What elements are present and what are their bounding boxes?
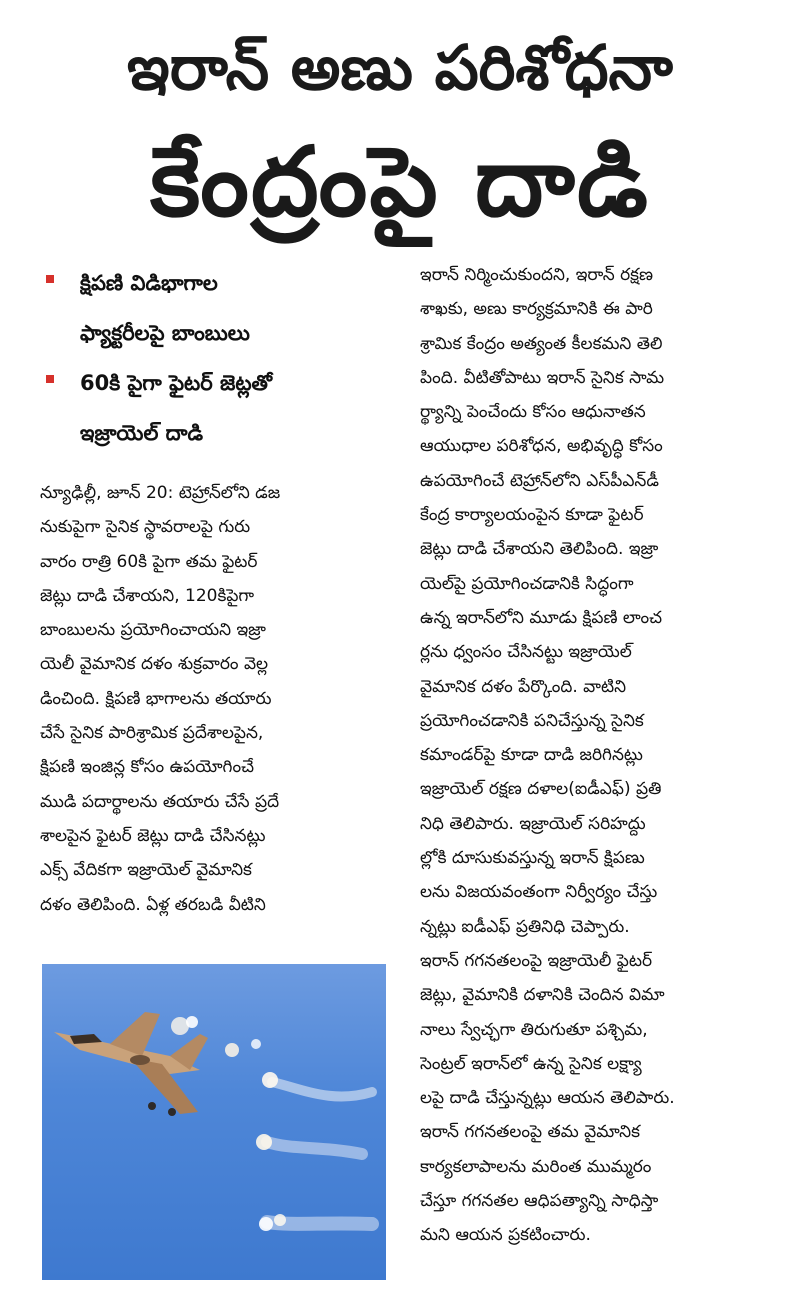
body-line: జెట్లు దాడి చేశాయని తెలిపింది. ఇజ్రా (420, 539, 659, 560)
headline-line-1: ఇరాన్ అణు పరిశోధనా (127, 31, 673, 104)
body-line: నిధి తెలిపారు. ఇజ్రాయెల్ సరిహద్దు (420, 813, 646, 834)
body-line: సెంట్రల్ ఇరాన్‌లో ఉన్న సైనిక లక్ష్యా (420, 1053, 642, 1074)
highlight-bullets (40, 258, 400, 458)
body-line: లపై దాడి చేస్తున్నట్లు ఆయన తెలిపారు. (420, 1088, 675, 1109)
body-line: చేస్తూ గగనతల ఆధిపత్యాన్ని సాధిస్తా (420, 1191, 659, 1212)
right-body-text (420, 258, 778, 1253)
body-line: నుకుపైగా సైనిక స్థావరాలపై గురు (40, 517, 251, 538)
fighter-jet-illustration (42, 964, 386, 1280)
bullet-line: క్షిపణి విడిభాగాల (80, 271, 218, 295)
body-line: ఇరాన్ నిర్మించుకుందని, ఇరాన్ రక్షణ (420, 265, 654, 285)
body-line: లను విజయవంతంగా నిర్వీర్యం చేస్తు (420, 882, 658, 903)
body-line: బాంబులను ప్రయోగించాయని ఇజ్రా (40, 620, 266, 641)
bullet-item (40, 358, 400, 458)
body-line: వారం రాత్రి 60కి పైగా తమ ఫైటర్ (40, 551, 258, 572)
body-line: ఇజ్రాయెల్ రక్షణ దళాల(ఐడీఎఫ్) ప్రతి (420, 779, 662, 800)
body-line: పింది. వీటితోపాటు ఇరాన్ సైనిక సామ (420, 367, 665, 388)
body-line: కమాండర్‌పై కూడా దాడి జరిగినట్లు (420, 745, 643, 766)
left-column (40, 258, 400, 1288)
right-column (420, 258, 778, 1288)
body-line: ముడి పదార్థాలను తయారు చేసే ప్రదే (40, 791, 280, 812)
body-line: క్షిపణి ఇంజిన్ల కోసం ఉపయోగించే (40, 757, 255, 778)
body-line: ర్లను ధ్వంసం చేసినట్టు ఇజ్రాయెల్ (420, 642, 632, 663)
body-line: ర్థ్యాన్ని పెంచేందు కోసం ఆధునాతన (420, 402, 646, 423)
bullet-line: ఫ్యాక్టరీలపై బాంబులు (80, 321, 250, 345)
body-line: యెల్‌పై ప్రయోగించడానికి సిద్ధంగా (420, 573, 634, 594)
body-line: జెట్లు, వైమానికి దళానికి చెందిన విమా (420, 985, 665, 1006)
body-line: ఇరాన్ గగనతలంపై ఇజ్రాయెలీ ఫైటర్ (420, 950, 653, 971)
body-line: జెట్లు దాడి చేశాయని, 120కిపైగా (40, 585, 255, 606)
body-line: వైమానిక దళం పేర్కొంది. వాటిని (420, 676, 627, 697)
body-line: ఉపయోగించే టెహ్రాన్‌లోని ఎస్‌పీఎన్‌డీ (420, 470, 659, 491)
body-line: దళం తెలిపింది. ఏళ్ల తరబడి వీటిని (40, 894, 266, 915)
bullet-item (40, 258, 400, 358)
body-line: కేంద్ర కార్యాలయంపైన కూడా ఫైటర్ (420, 505, 644, 526)
body-line: డించింది. క్షిపణి భాగాలను తయారు (40, 688, 272, 709)
headline-line-2: కేంద్రంపై దాడి (150, 126, 650, 238)
body-line: న్నట్లు ఐడీఎఫ్ ప్రతినిధి చెప్పారు. (420, 916, 630, 937)
body-line: న్యూఢిల్లీ, జూన్ 20: టెహ్రాన్‌లోని డజ (40, 483, 281, 503)
red-square-bullet-icon (46, 375, 54, 383)
body-line: చేసే సైనిక పారిశ్రామిక ప్రదేశాలపైన, (40, 723, 264, 744)
body-line: నాలు స్వేచ్ఛగా తిరుగుతూ పశ్చిమ, (420, 1019, 648, 1040)
red-square-bullet-icon (46, 275, 54, 283)
bullet-line: 60కి పైగా ఫైటర్ జెట్లతో (80, 371, 273, 395)
body-line: ఎక్స్ వేదికగా ఇజ్రాయెల్ వైమానిక (40, 860, 252, 881)
body-line: ఇరాన్ గగనతలంపై తమ వైమానిక (420, 1122, 640, 1143)
body-line: మని ఆయన ప్రకటించారు. (420, 1225, 591, 1246)
body-line: యెలీ వైమానిక దళం శుక్రవారం వెల్ల (40, 654, 269, 675)
body-line: ల్లోకి దూసుకువస్తున్న ఇరాన్ క్షిపణు (420, 848, 645, 869)
body-line: శాలపైన ఫైటర్ జెట్లు దాడి చేసినట్లు (40, 825, 266, 846)
body-line: ప్రయోగించడానికి పనిచేస్తున్న సైనిక (420, 710, 644, 731)
body-line: శాఖకు, అణు కార్యక్రమానికి ఈ పారి (420, 299, 653, 320)
left-body-text (40, 476, 400, 922)
bullet-line: ఇజ్రాయెల్ దాడి (80, 421, 204, 445)
fighter-jet-photo (42, 964, 386, 1280)
body-line: ఆయుధాల పరిశోధన, అభివృద్ధి కోసం (420, 436, 663, 457)
body-line: ఉన్న ఇరాన్‌లోని మూడు క్షిపణి లాంచ (420, 607, 663, 628)
body-line: శ్రామిక కేంద్రం అత్యంత కీలకమని తెలి (420, 333, 663, 354)
body-line: కార్యకలాపాలను మరింత ముమ్మరం (420, 1156, 652, 1177)
